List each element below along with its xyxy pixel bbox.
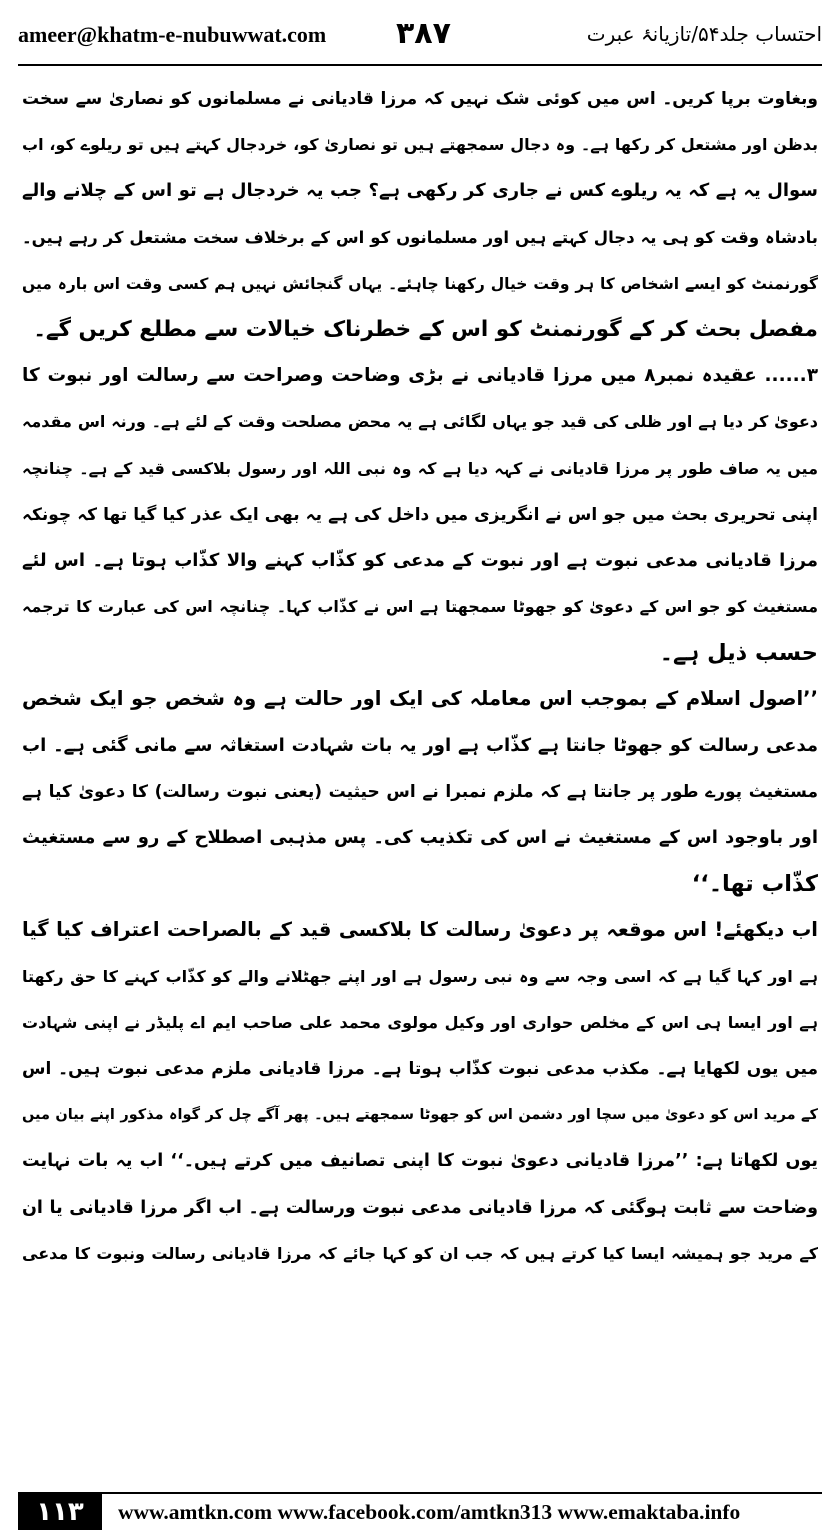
text-line: بدظن اور مشتعل کر رکھا ہے۔ وہ دجال سمجھتے ہیں تو نصاریٰ کو، خردجال کہتے ہیں تو ریلوے کو، اب (22, 135, 818, 155)
text-line: گورنمنٹ کو ایسے اشخاص کا ہر وقت خیال رکھنا چاہئے۔ یہاں گنجائش نہیں ہم کسی وقت اس بارہ میں (22, 274, 818, 293)
text-line: ہے اور ایسا ہی اس کے مخلص حواری اور وکیل مولوی محمد علی صاحب ایم اے پلیڈر نے اپنی شہادت (22, 1012, 818, 1032)
text-line: ۳...... عقیدہ نمبر۸ میں مرزا قادیانی نے بڑی وضاحت وصراحت سے رسالت اور نبوت کا (22, 365, 818, 387)
header-rule (18, 64, 822, 66)
page-footer (18, 1492, 822, 1532)
text-line: اور باوجود اس کے مستغیث نے اس کی تکذیب کی۔ پس مذہبی اصطلاح کے رو سے مستغیث (22, 827, 818, 848)
text-line: مستغیث کو جو اس کے دعویٰ کو جھوٹا سمجھتا ہے اس نے کذّاب کہا۔ چنانچہ اس کی عبارت کا ترجمہ (22, 597, 818, 617)
text-line: میں یوں لکھایا ہے۔ مکذب مدعی نبوت کذّاب ہوتا ہے۔ مرزا قادیانی ملزم مدعی نبوت ہیں۔ اس (22, 1058, 818, 1079)
text-line: اپنی تحریری بحث میں جو اس نے انگریزی میں داخل کی ہے یہ بھی ایک عذر کیا گیا تھا کہ چونکہ (22, 504, 818, 525)
text-line: کے مرید اس کو دعویٰ میں سچا اور دشمن اس کو جھوٹا سمجھتے ہیں۔ پھر آگے چل کر گواہ مذکور اپنے بیان میں (22, 1107, 818, 1124)
text-line: وضاحت سے ثابت ہوگئی کہ مرزا قادیانی مدعی نبوت ورسالت ہے۔ اب اگر مرزا قادیانی یا ان (22, 1197, 818, 1218)
text-line: یوں لکھاتا ہے: ’’مرزا قادیانی دعویٰ نبوت کا اپنی تصانیف میں کرتے ہیں۔‘‘ اب یہ بات نہایت (22, 1151, 818, 1172)
text-line: ’’اصول اسلام کے بموجب اس معاملہ کی ایک اور حالت ہے وہ شخص جو ایک شخص (22, 687, 818, 711)
footer-links: www.amtkn.com www.facebook.com/amtkn313 www.emaktaba.info (118, 1500, 741, 1524)
page-header (18, 16, 822, 60)
text-line: مدعی رسالت کو جھوٹا جانتا ہے کذّاب ہے اور یہ بات شہادت استغاثہ سے مانی گئی ہے۔ اب (22, 734, 818, 756)
text-line: ہے اور کہا گیا ہے کہ اسی وجہ سے وہ نبی رسول ہے اور اپنے جھٹلانے والے کو کذّاب کہنے کا حق رکھتا (22, 966, 818, 986)
text-line: سوال یہ ہے کہ یہ ریلوے کس نے جاری کر رکھی ہے؟ جب یہ خردجال ہے تو اس کے چلانے والے (22, 180, 818, 202)
text-line: اب دیکھئے! اس موقعہ پر دعویٰ رسالت کا بلاکسی قید کے بالصراحت اعتراف کیا گیا (22, 918, 818, 942)
text-line: بادشاہ وقت کو ہی یہ دجال کہتے ہیں اور مسلمانوں کو اس کے برخلاف سخت مشتعل کر رہے ہیں۔ (22, 227, 818, 247)
body-text (22, 76, 818, 1277)
text-line: کے مرید جو ہمیشہ ایسا کیا کرتے ہیں کہ جب ان کو کہا جائے کہ مرزا قادیانی رسالت ونبوت کا مدعی (22, 1243, 818, 1263)
text-line: مفصل بحث کر کے گورنمنٹ کو اس کے خطرناک خیالات سے مطلع کریں گے۔ (33, 316, 818, 342)
text-line: وبغاوت برپا کریں۔ اس میں کوئی شک نہیں کہ مرزا قادیانی نے مسلمانوں کو نصاریٰ سے سخت (22, 89, 818, 109)
text-line: مرزا قادیانی مدعی نبوت ہے اور نبوت کے مدعی کو کذّاب کہنے والا کذّاب ہوتا ہے۔ اس لئے (22, 549, 818, 571)
text-line: دعویٰ کر دیا ہے اور ظلی کی قید جو یہاں لگائی ہے یہ محض مصلحت وقت کے لئے ہے۔ ورنہ اس مقدمہ (22, 412, 818, 432)
text-line: کذّاب تھا۔‘‘ (691, 871, 818, 898)
header-page-number: ۳۸۷ (396, 16, 451, 51)
text-line: مستغیث پورے طور پر جانتا ہے کہ ملزم نمبرا نے اس حیثیت (یعنی نبوت رسالت) کا دعویٰ کیا ہے (22, 781, 818, 802)
header-email: ameer@khatm-e-nubuwwat.com (18, 22, 327, 47)
header-title: احتساب جلد۵۴/تازیانۂ عبرت (586, 22, 822, 46)
footer-rule (18, 1492, 822, 1494)
text-line: میں یہ صاف طور پر مرزا قادیانی نے کہہ دیا ہے کہ وہ نبی اللہ اور رسول بلاکسی قید کے ہے۔ چنانچہ (22, 458, 818, 478)
footer-page-number: ۱۱۳ (18, 1494, 102, 1530)
text-line: حسب ذیل ہے۔ (659, 640, 818, 667)
